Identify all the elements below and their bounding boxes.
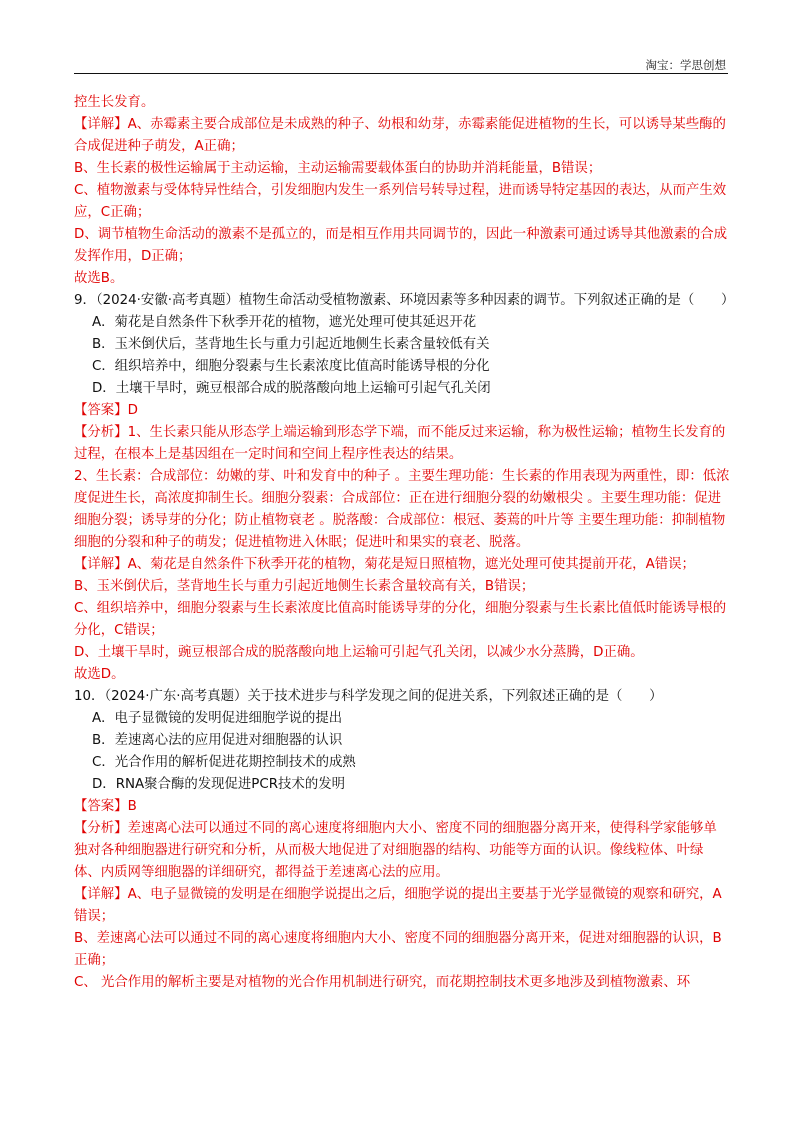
question-10-detail bbox=[74, 884, 730, 928]
detail-text: A、电子显微镜的发明是在细胞学说提出之后，细胞学说的提出主要基于光学显微镜的观察和研究，A 错误； bbox=[74, 887, 722, 924]
detail-tag: 【详解】 bbox=[74, 117, 128, 132]
answer-value: B bbox=[127, 799, 137, 814]
question-9-option-a: A．菊花是自然条件下秋季开花的植物，遮光处理可使其延迟开花 bbox=[92, 315, 477, 330]
question-10-analysis bbox=[74, 818, 730, 884]
question-9-option-c: C．组织培养中，细胞分裂素与生长素浓度比值高时能诱导根的分化 bbox=[92, 359, 490, 374]
answer-value: D bbox=[127, 403, 138, 418]
question-10-option-a: A．电子显微镜的发明促进细胞学说的提出 bbox=[92, 711, 343, 726]
question-9-analysis bbox=[74, 422, 730, 466]
header-rule bbox=[74, 73, 728, 74]
paragraph: 控生长发育。 bbox=[74, 95, 155, 110]
question-10-option-c: C．光合作用的解析促进花期控制技术的成熟 bbox=[92, 755, 356, 770]
question-9: 9．（2024·安徽·高考真题）植物生命活动受植物激素、环境因素等多种因素的调节。下列叙述正确的是（ ） bbox=[74, 293, 735, 308]
paragraph: 故选B。 bbox=[74, 271, 124, 286]
question-10: 10．（2024·广东·高考真题）关于技术进步与科学发现之间的促进关系，下列叙述正确的是（ ） bbox=[74, 689, 663, 704]
question-9-option-d: D．土壤干旱时，豌豆根部合成的脱落酸向地上运输可引起气孔关闭 bbox=[92, 381, 491, 396]
header-text: 淘宝：学思创想 bbox=[645, 58, 726, 72]
question-9-answer bbox=[74, 400, 730, 422]
paragraph: C、组织培养中，细胞分裂素与生长素浓度比值高时能诱导芽的分化，细胞分裂素与生长素比值低时能诱导根的分化，C错误； bbox=[74, 601, 727, 638]
paragraph: B、生长素的极性运输属于主动运输，主动运输需要载体蛋白的协助并消耗能量，B错误； bbox=[74, 161, 602, 176]
analysis-tag: 【分析】 bbox=[74, 425, 128, 440]
analysis-text: 1、生长素只能从形态学上端运输到形态学下端，而不能反过来运输，称为极性运输；植物生长发育的过程，在根本上是基因组在一定时间和空间上程序性表达的结果。 bbox=[74, 425, 726, 462]
paragraph: D、土壤干旱时，豌豆根部合成的脱落酸向地上运输可引起气孔关闭，以减少水分蒸腾，D正确。 bbox=[74, 645, 644, 660]
paragraph: C、 光合作用的解析主要是对植物的光合作用机制进行研究，而花期控制技术更多地涉及到植物激素、环 bbox=[74, 975, 691, 990]
paragraph: B、差速离心法可以通过不同的离心速度将细胞内大小、密度不同的细胞器分离开来，促进对细胞器的认识，B正确； bbox=[74, 931, 722, 968]
analysis-tag: 【分析】 bbox=[74, 821, 128, 836]
detail-tag: 【详解】 bbox=[74, 887, 128, 902]
paragraph: C、植物激素与受体特异性结合，引发细胞内发生一系列信号转导过程，进而诱导特定基因的表达，从而产生效应，C正确； bbox=[74, 183, 727, 220]
analysis-text: 差速离心法可以通过不同的离心速度将细胞内大小、密度不同的细胞器分离开来，使得科学家能够单独对各种细胞器进行研究和分析，从而极大地促进了对细胞器的结构、功能等方面的认识。像线粒体、叶绿体、内质网等细胞器的详细研究，都得益于差速离心法的应用。 bbox=[74, 821, 717, 880]
detail-text: A、赤霉素主要合成部位是未成熟的种子、幼根和幼芽，赤霉素能促进植物的生长，可以诱导某些酶的合成促进种子萌发，A正确； bbox=[74, 117, 726, 154]
question-9-analysis-2: 2、生长素：合成部位：幼嫩的芽、叶和发育中的种子 。主要生理功能：生长素的作用表现为两重性，即：低浓度促进生长，高浓度抑制生长。细胞分裂素：合成部位：正在进行细胞分裂的幼嫩根尖 。主要生理功能：促进细胞分裂；诱导芽的分化；防止植物衰老 。脱落酸：合成部位：根冠、萎蔫的叶片等 主要生理功能：抑制植物细胞的分裂和种子的萌发；促进植物进入休眠；促进叶和果实的衰老、脱落。 bbox=[74, 469, 730, 550]
detail-paragraph bbox=[74, 114, 730, 158]
question-10-answer bbox=[74, 796, 730, 818]
answer-tag: 【答案】 bbox=[74, 799, 128, 814]
detail-text: A、菊花是自然条件下秋季开花的植物，菊花是短日照植物，遮光处理可使其提前开花，A错误； bbox=[127, 557, 695, 572]
document-content bbox=[74, 92, 735, 994]
answer-tag: 【答案】 bbox=[74, 403, 128, 418]
detail-tag: 【详解】 bbox=[74, 557, 128, 572]
paragraph: 故选D。 bbox=[74, 667, 125, 682]
question-10-option-d: D．RNA聚合酶的发现促进PCR技术的发明 bbox=[92, 777, 345, 792]
question-9-detail bbox=[74, 554, 730, 576]
paragraph: D、调节植物生命活动的激素不是孤立的，而是相互作用共同调节的，因此一种激素可通过诱导其他激素的合成发挥作用，D正确； bbox=[74, 227, 728, 264]
question-9-option-b: B．玉米倒伏后，茎背地生长与重力引起近地侧生长素含量较低有关 bbox=[92, 337, 490, 352]
paragraph: B、玉米倒伏后，茎背地生长与重力引起近地侧生长素含量较高有关，B错误； bbox=[74, 579, 535, 594]
question-10-option-b: B．差速离心法的应用促进对细胞器的认识 bbox=[92, 733, 343, 748]
